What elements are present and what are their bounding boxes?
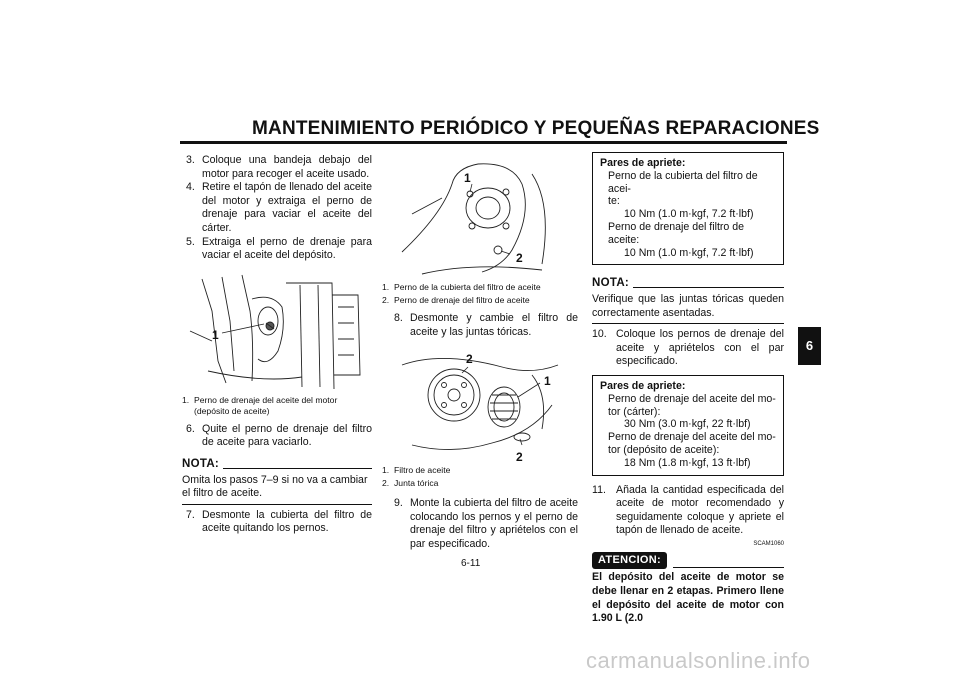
step-5: 5. Extraiga el perno de drenaje para vaciar el aceite del depósito. (186, 235, 372, 262)
page-header-title: MANTENIMIENTO PERIÓDICO Y PEQUEÑAS REPARACIONES (252, 118, 820, 139)
figure-label-1: 1 (464, 171, 471, 185)
nota-label: NOTA: (182, 457, 220, 470)
figure-caption-2: 2. Perno de drenaje del filtro de aceite (382, 295, 530, 305)
spec-line: te: (608, 195, 620, 208)
oil-filter-illustration (382, 345, 578, 463)
figure-oil-filter (382, 345, 578, 463)
step-6: 6. Quite el perno de drenaje del filtro de aceite para vaciarlo. (186, 422, 372, 449)
step-3: 3. Coloque una bandeja debajo del motor para recoger el aceite usado. (186, 154, 372, 180)
torque-spec-box-1 (592, 152, 784, 265)
figure-drain-bolt-tank (182, 271, 372, 391)
figure-label-2: 2 (516, 251, 523, 265)
figure-filter-cover-bolts (382, 154, 578, 278)
figure-caption: 1. Perno de drenaje del aceite del motor (depósito de aceite) (182, 394, 338, 416)
step-10: 10. Coloque los pernos de drenaje del aceite y apriételos con el par especificado. (592, 328, 784, 368)
figure-label-2-top: 2 (466, 352, 473, 367)
nota-heading (182, 458, 372, 472)
step-9: 9. Monte la cubierta del filtro de aceite colocando los pernos y el perno de drenaje del filtro y apriételos con el par especificado. (394, 497, 578, 550)
nota-label: NOTA: (592, 277, 630, 290)
spec-line: tor (depósito de aceite): (608, 443, 720, 456)
step-4: 4. Retire el tapón de llenado del aceite del motor y extraiga el perno de drenaje para vaciar el aceite del cárter. (186, 181, 372, 234)
nota-end-rule (592, 323, 784, 324)
column-left (182, 154, 372, 536)
header-rule (180, 141, 787, 144)
column-middle (382, 154, 578, 552)
nota-heading (592, 277, 784, 291)
nota-end-rule (182, 504, 372, 505)
step-8: 8. Desmonte y cambie el filtro de aceite y las juntas tóricas. (394, 312, 578, 338)
spec-title: Pares de apriete: (600, 157, 686, 169)
spec-line: Perno de la cubierta del filtro de acei- (608, 169, 758, 195)
atencion-rule (673, 567, 784, 568)
spec-line: Perno de drenaje del aceite del mo- (608, 392, 776, 405)
torque-spec-box-2 (592, 375, 784, 476)
nota-text: Verifique que las juntas tóricas queden correctamente asentadas. (592, 292, 784, 319)
spec-line: Perno de drenaje del filtro de aceite: (608, 220, 745, 246)
figure-label-1: 1 (212, 327, 219, 342)
drain-bolt-illustration (182, 271, 372, 391)
spec-line: 10 Nm (1.0 m·kgf, 7.2 ft·lbf) (624, 208, 754, 221)
spec-line: 10 Nm (1.0 m·kgf, 7.2 ft·lbf) (624, 246, 754, 259)
figure-caption-1: 1. Perno de la cubierta del filtro de aceite (382, 282, 541, 292)
spec-line: Perno de drenaje del aceite del mo- (608, 431, 776, 444)
figure-caption-3: 1. Filtro de aceite (382, 465, 451, 476)
spec-line: 18 Nm (1.8 m·kgf, 13 ft·lbf) (624, 456, 751, 469)
chapter-tab: 6 (798, 327, 821, 365)
atencion-label: ATENCION: (592, 552, 667, 570)
figure-label-2-bottom: 2 (516, 450, 523, 464)
spec-line: tor (cárter): (608, 405, 661, 418)
watermark: carmanualsonline.info (586, 648, 811, 673)
nota-text: Omita los pasos 7–9 si no va a cambiar el filtro de aceite. (182, 473, 368, 500)
atencion-text: El depósito del aceite de motor se debe llenar en 2 etapas. Primero llene el depósito del aceite de motor con 1.90 L (2.0 (592, 571, 784, 625)
page-number: 6-11 (461, 558, 481, 569)
filter-cover-illustration (382, 154, 578, 278)
nota-rule (633, 287, 784, 288)
figure-caption-4: 2. Junta tórica (382, 478, 439, 489)
nota-rule (223, 468, 372, 469)
reference-code: SCAM1060 (753, 540, 784, 547)
column-right (592, 152, 784, 626)
atencion-heading (592, 552, 784, 570)
spec-line: 30 Nm (3.0 m·kgf, 22 ft·lbf) (624, 418, 751, 431)
spec-title: Pares de apriete: (600, 379, 686, 392)
figure-label-1: 1 (544, 374, 551, 389)
step-7: 7. Desmonte la cubierta del filtro de aceite quitando los pernos. (186, 508, 372, 535)
step-11: 11. Añada la cantidad especificada del aceite de motor recomendado y seguidamente coloque y apriete el tapón de llenado de aceite. (592, 483, 784, 537)
